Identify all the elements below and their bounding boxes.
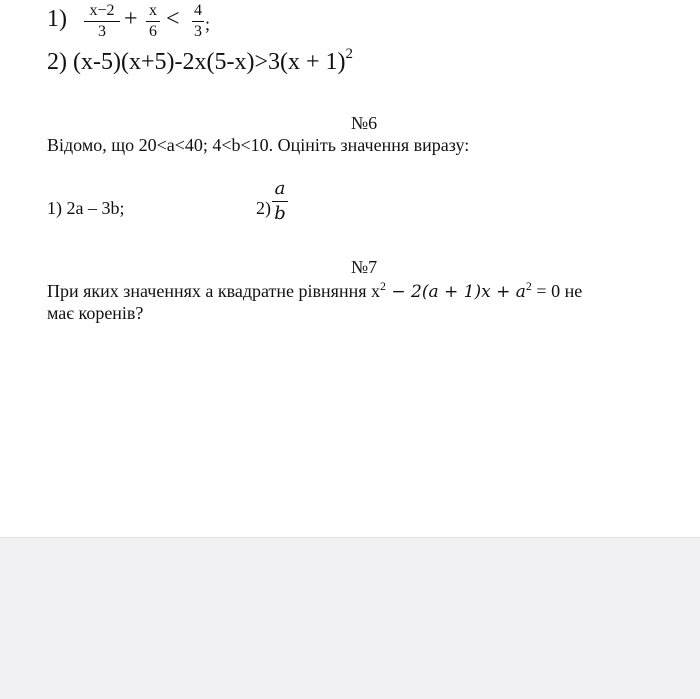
less-than-sign: < — [166, 6, 180, 32]
problem-6-item-1: 1) 2a – 3b; — [47, 198, 125, 218]
fraction-a-over-b — [272, 180, 288, 223]
problem-6-statement: Відомо, що 20<a<40; 4<b<10. Оцініть значення виразу: — [47, 135, 470, 155]
fraction-bar — [146, 21, 160, 22]
problem-7-line-2: має коренів? — [47, 303, 144, 323]
problem-7-heading: №7 — [351, 257, 378, 277]
plus-sign: + — [124, 6, 138, 32]
empty-background-area — [0, 537, 700, 699]
problem-6-item-2-label: 2) — [256, 198, 271, 218]
equation-math: − 2(a + 1)x + a — [386, 282, 526, 302]
fraction-4-over-3 — [192, 3, 204, 40]
inequality-2-text: 2) (x-5)(x+5)-2x(5-x)>3(x + 1) — [47, 49, 346, 75]
denominator: 3 — [98, 23, 106, 41]
exponent: 2 — [345, 46, 354, 62]
fraction-bar — [84, 21, 120, 22]
denominator: 6 — [149, 23, 157, 41]
equation-end: = 0 не — [531, 281, 583, 301]
numerator: 4 — [194, 2, 202, 19]
problem-7-text: При яких значеннях a квадратне рівняння x — [47, 281, 380, 301]
semicolon: ; — [205, 14, 211, 34]
fraction-x-over-6 — [146, 3, 160, 40]
numerator: a — [274, 178, 286, 199]
item-label: 1) — [47, 6, 67, 32]
fraction-bar — [272, 201, 288, 202]
problem-7-line-1 — [47, 281, 582, 302]
denominator: 3 — [194, 23, 202, 41]
numerator: x−2 — [89, 2, 115, 19]
problem-6-heading: №6 — [351, 113, 378, 133]
exponent: 2 — [380, 279, 386, 293]
denominator: b — [274, 203, 286, 225]
fraction-x-minus-2-over-3 — [84, 3, 120, 40]
inequality-2 — [47, 46, 354, 76]
fraction-bar — [192, 21, 204, 22]
exponent: 2 — [525, 279, 532, 293]
numerator: x — [149, 2, 157, 19]
